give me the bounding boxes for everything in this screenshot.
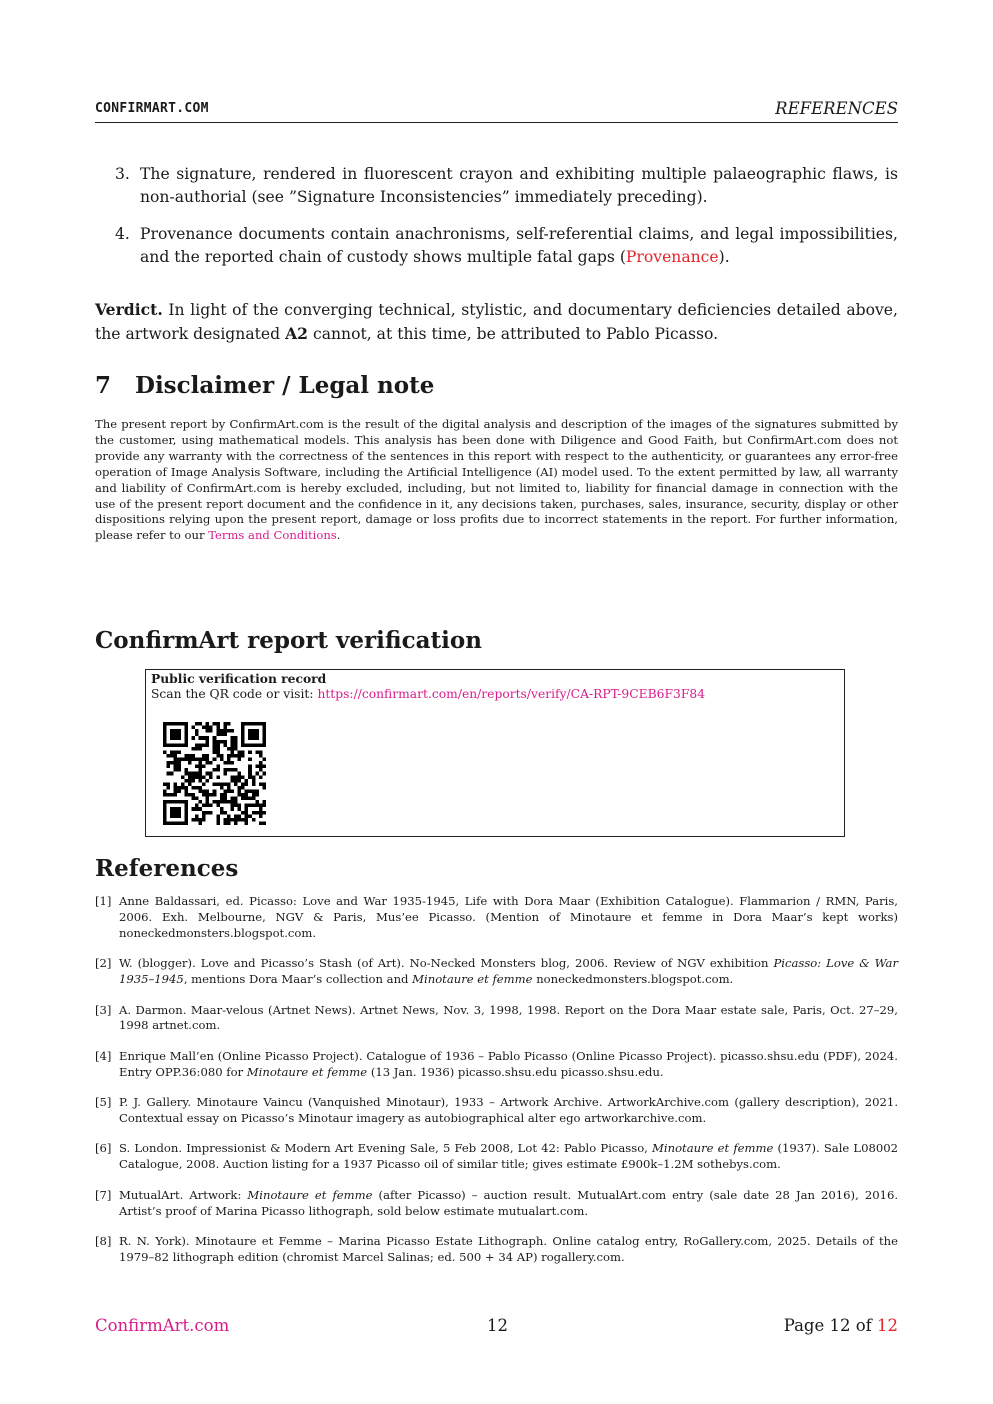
reference-title: Minotaure et femme bbox=[412, 972, 533, 987]
reference-text: (1937). Sale L08002 Catalogue, 2008. Auction listing for a 1937 Picasso oil of similar title; gives estimate £900k–1.2M sothebys.com. bbox=[119, 1141, 899, 1172]
page-count-prefix: Page 12 of bbox=[783, 1316, 877, 1335]
reference-item bbox=[95, 1234, 898, 1266]
qr-code-icon[interactable] bbox=[163, 722, 266, 825]
reference-item bbox=[95, 1049, 898, 1081]
section-title: Disclaimer / Legal note bbox=[135, 372, 435, 399]
scan-text: Scan the QR code or visit: bbox=[151, 687, 318, 701]
header-divider bbox=[95, 122, 898, 123]
last-page-link[interactable]: 12 bbox=[877, 1316, 898, 1335]
verification-instructions bbox=[151, 687, 705, 701]
disclaimer-body: The present report by ConfirmArt.com is the result of the digital analysis and description of the images of the signatures submitted by the customer, using mathematical models. This analysis has been done with Diligence and Good Faith, but ConfirmArt.com does not provide any warranty with the correctness of the sentences in this report with respect to the authenticity, or guarantees any error-free operation of Image Analysis Software, including the Artificial Intelligence (AI) model used. To the extent permitted by law, all warranty and liability of ConfirmArt.com is hereby excluded, including, but not limited to, liability for financial damage in connection with the use of the present report document and the confidence in it, any decisions taken, purchases, sales, insurance, security, display or other dispositions relying upon the present report, damage or loss profits due to incorrect statements in the report. For further information, please refer to our bbox=[95, 417, 898, 543]
reference-number: [1] bbox=[95, 894, 112, 908]
reference-item bbox=[95, 1141, 898, 1173]
section-number: 7 bbox=[95, 372, 112, 399]
reference-title: Picasso: Love & War 1935–1945 bbox=[119, 956, 898, 987]
reference-text: MutualArt. Artwork: bbox=[119, 1187, 248, 1202]
reference-item bbox=[95, 1095, 898, 1127]
reference-item bbox=[95, 894, 898, 942]
reference-number: [8] bbox=[95, 1234, 112, 1249]
reference-title: Minotaure et femme bbox=[247, 1187, 373, 1202]
finding-text: Provenance documents contain anachronisms, self-referential claims, and legal impossibilities, and the reported chain of custody shows multiple fatal gaps ( bbox=[140, 225, 898, 266]
reference-number: [4] bbox=[95, 1048, 112, 1063]
reference-text: S. London. Impressionist & Modern Art Evening Sale, 5 Feb 2008, Lot 42: Pablo Picasso, bbox=[119, 1141, 653, 1156]
running-header-title: REFERENCES bbox=[775, 99, 898, 118]
reference-text: W. (blogger). Love and Picasso’s Stash (of Art). No-Necked Monsters blog, 2006. Review of NGV exhibition bbox=[119, 956, 774, 971]
finding-text-end: ). bbox=[718, 248, 730, 266]
reference-text: A. Darmon. Maar-velous (Artnet News). Artnet News, Nov. 3, 1998, 1998. Report on the Dora Maar estate sale, Paris, Oct. 27–29, 1998 artnet.com. bbox=[119, 1002, 898, 1033]
reference-text: Anne Baldassari, ed. Picasso: Love and War 1935-1945, Life with Dora Maar (Exhibition Catalogue). Flammarion / RMN, Paris, 2006. Exh. Melbourne, NGV & Paris, Mus’ee Picasso. (Mention of Minotaure et femme in Dora Maar’s kept works) noneckedmonsters.blogspot.com. bbox=[119, 894, 898, 940]
verification-box bbox=[145, 669, 845, 837]
reference-item bbox=[95, 956, 898, 988]
reference-number: [6] bbox=[95, 1141, 112, 1156]
reference-number: [2] bbox=[95, 956, 112, 971]
verification-heading: ConfirmArt report verification bbox=[95, 627, 482, 654]
reference-text: P. J. Gallery. Minotaure Vaincu (Vanquished Minotaur), 1933 – Artwork Archive. ArtworkArchive.com (gallery description), 2021. Contextual essay on Picasso’s Minotaur imagery as autobiographical alter ego artworkarchive.com. bbox=[119, 1095, 898, 1126]
finding-item bbox=[95, 163, 898, 209]
verification-box-title: Public verification record bbox=[151, 671, 327, 686]
section-heading bbox=[95, 372, 434, 399]
reference-title: Minotaure et femme bbox=[652, 1141, 774, 1156]
verification-url-link[interactable]: https://confirmart.com/en/reports/verify/CA-RPT-9CEB6F3F84 bbox=[317, 687, 706, 701]
verdict-paragraph bbox=[95, 298, 898, 346]
reference-number: [3] bbox=[95, 1002, 112, 1017]
disclaimer-end: . bbox=[336, 528, 341, 543]
finding-number: 3. bbox=[115, 165, 130, 183]
reference-item bbox=[95, 1188, 898, 1220]
references-list bbox=[95, 894, 898, 1280]
reference-number: [5] bbox=[95, 1095, 112, 1110]
verdict-text: In light of the converging technical, stylistic, and documentary deficiencies detailed above, the artwork designated bbox=[95, 301, 898, 343]
site-logo: CONFIRMART.COM bbox=[95, 101, 209, 116]
artwork-id: A2 bbox=[285, 324, 309, 343]
reference-text: , mentions Dora Maar’s collection and bbox=[183, 972, 413, 987]
reference-item bbox=[95, 1003, 898, 1035]
reference-text: (after Picasso) – auction result. MutualArt.com entry (sale date 28 Jan 2016), 2016. Artist’s proof of Marina Picasso lithograph, sold below estimate mutualart.com. bbox=[119, 1187, 899, 1218]
disclaimer-text bbox=[95, 417, 898, 544]
verdict-text-end: cannot, at this time, be attributed to Pablo Picasso. bbox=[308, 325, 719, 343]
reference-text: noneckedmonsters.blogspot.com. bbox=[532, 972, 734, 987]
reference-number: [7] bbox=[95, 1187, 112, 1202]
finding-number: 4. bbox=[115, 225, 130, 243]
findings-list bbox=[95, 163, 898, 283]
verdict-label: Verdict. bbox=[95, 300, 163, 319]
reference-title: Minotaure et femme bbox=[246, 1064, 368, 1079]
finding-item bbox=[95, 223, 898, 269]
reference-text: Enrique Mall’en (Online Picasso Project). Catalogue of 1936 – Pablo Picasso (Online Picasso Project). picasso.shsu.edu (PDF), 2024. Entry OPP.36:080 for bbox=[119, 1048, 898, 1079]
provenance-link[interactable]: Provenance bbox=[625, 248, 719, 266]
terms-link[interactable]: Terms and Conditions bbox=[208, 528, 337, 543]
footer-page-count bbox=[784, 1316, 898, 1335]
footer-site-link[interactable]: ConfirmArt.com bbox=[95, 1316, 230, 1335]
finding-text: The signature, rendered in fluorescent crayon and exhibiting multiple palaeographic flaws, is non-authorial (see ”Signature Inconsistencies” immediately preceding). bbox=[140, 165, 898, 206]
reference-text: (13 Jan. 1936) picasso.shsu.edu picasso.shsu.edu. bbox=[367, 1064, 664, 1079]
reference-text: R. N. York). Minotaure et Femme – Marina Picasso Estate Lithograph. Online catalog entry, RoGallery.com, 2025. Details of the 1979–82 lithograph edition (chromist Marcel Salinas; ed. 500 + 34 AP) rogallery.com. bbox=[119, 1234, 898, 1264]
footer-page-number: 12 bbox=[487, 1316, 508, 1335]
references-heading: References bbox=[95, 855, 239, 882]
